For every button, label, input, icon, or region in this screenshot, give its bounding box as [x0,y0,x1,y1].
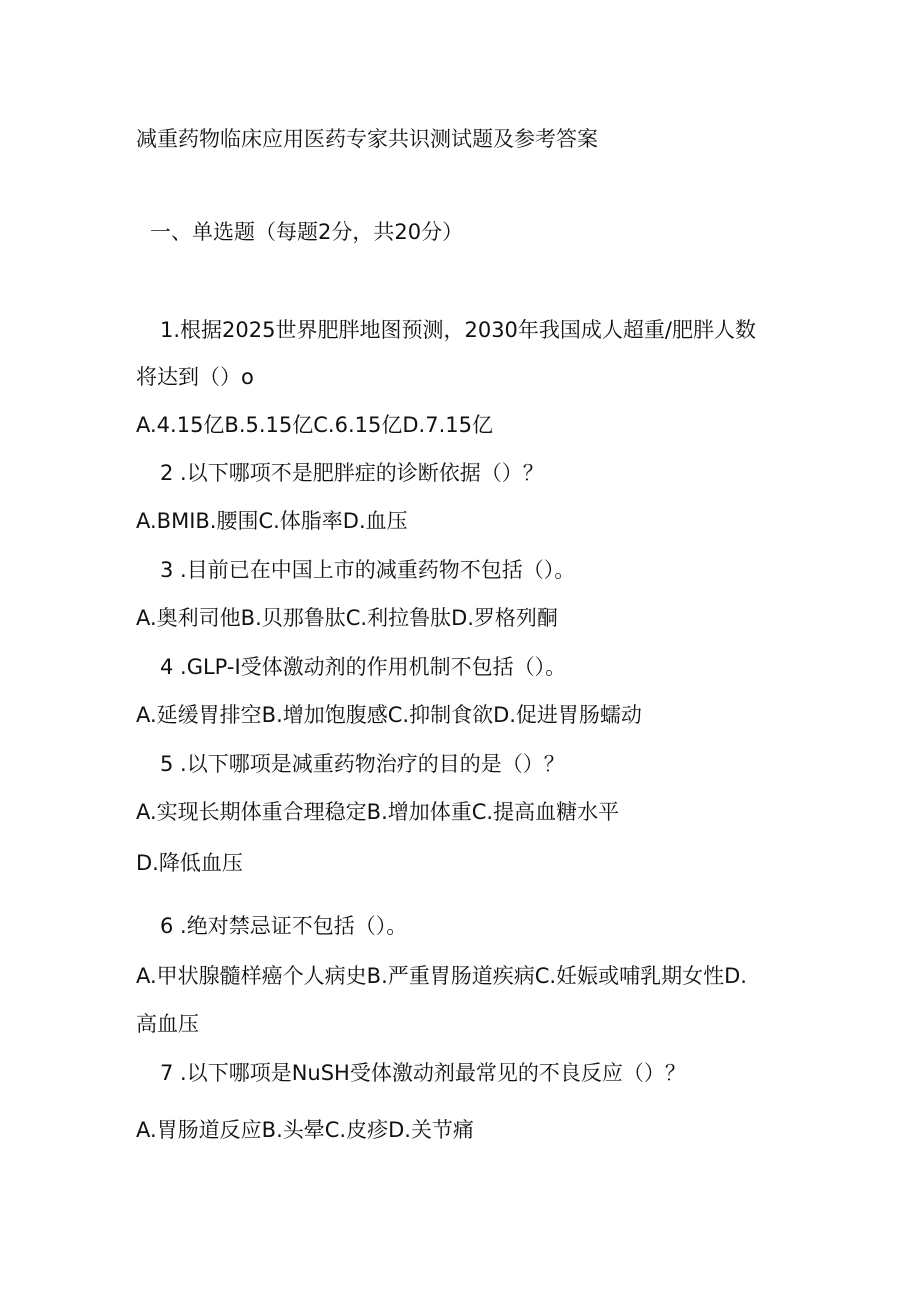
question-2-options: A.BMIB.腰围C.体脂率D.血压 [136,509,408,533]
question-3-options: A.奥利司他B.贝那鲁肽C.利拉鲁肽D.罗格列酮 [136,606,558,630]
question-7-options: A.胃肠道反应B.头晕C.皮疹D.关节痛 [136,1118,474,1142]
question-6: 6 .绝对禁忌证不包括（）。 [160,914,408,938]
question-5: 5 .以下哪项是减重药物治疗的目的是（）？ [160,752,565,776]
question-4-options: A.延缓胃排空B.增加饱腹感C.抑制食欲D.促进胃肠蠕动 [136,703,642,727]
question-2: 2 .以下哪项不是肥胖症的诊断依据（）？ [160,461,544,485]
question-4: 4 .GLP-I受体激动剂的作用机制不包括（）。 [160,655,567,679]
question-6-options: A.甲状腺髓样癌个人病史B.严重胃肠道疾病C.妊娠或哺乳期女性D. [136,964,747,988]
document-title: 减重药物临床应用医药专家共识测试题及参考答案 [136,127,598,151]
question-5-options: A.实现长期体重合理稳定B.增加体重C.提高血糖水平 [136,800,620,824]
question-1-options: A.4.15亿B.5.15亿C.6.15亿D.7.15亿 [136,413,493,437]
question-7: 7 .以下哪项是NuSH受体激动剂最常见的不良反应（）？ [160,1061,686,1085]
question-6-options-line-2: 高血压 [136,1012,199,1036]
section-heading: 一、单选题（每题2分，共20分） [150,220,464,244]
question-5-options-line-2: D.降低血压 [136,851,243,875]
question-3: 3 .目前已在中国上市的减重药物不包括（）。 [160,558,576,582]
question-1-line-2: 将达到（）o [136,365,254,389]
question-1-line-1: 1.根据2025世界肥胖地图预测，2030年我国成人超重/肥胖人数 [160,318,756,342]
